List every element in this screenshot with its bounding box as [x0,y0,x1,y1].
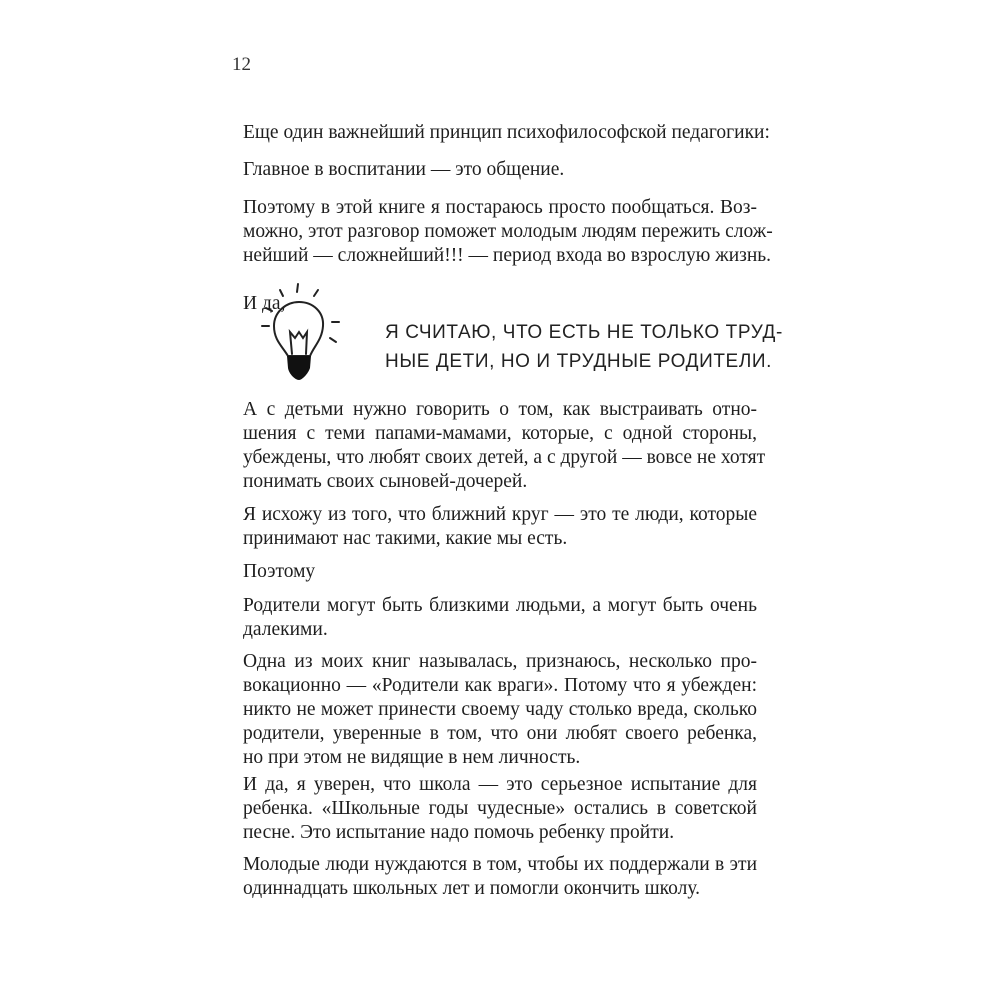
paragraph [243,158,757,182]
callout-line: НЫЕ ДЕТИ, НО И ТРУДНЫЕ РОДИТЕЛИ. [385,351,773,372]
paragraph [243,398,766,494]
callout-line: Я СЧИТАЮ, ЧТО ЕСТЬ НЕ ТОЛЬКО ТРУД- [385,322,783,343]
paragraph [243,560,757,584]
text-line: ребенка. «Школьные годы чудесные» остались в советской [243,798,757,819]
text-line: родители, уверенные в том, что они любят своего ребенка, [243,723,757,744]
text-line: шения с теми папами-мамами, которые, с одной стороны, [243,423,757,444]
text-line: далекими. [243,619,328,640]
lightbulb-icon [252,268,348,388]
text-line: И да, [243,293,286,314]
paragraph [243,773,757,845]
text-line: Поэтому [243,561,316,582]
text-line: понимать своих сыновей-дочерей. [243,471,528,492]
text-line: одиннадцать школьных лет и помогли окончить школу. [243,878,701,899]
text-line: Поэтому в этой книге я постараюсь просто пообщаться. Воз- [243,197,757,218]
paragraph [243,594,757,642]
text-line: песне. Это испытание надо помочь ребенку пройти. [243,822,675,843]
text-line: никто не может принести своему чаду столько вреда, сколько [243,699,757,720]
paragraph [243,121,770,145]
text-line: нейший — сложнейший!!! — период входа во взрослую жизнь. [243,245,772,266]
text-line: но при этом не видящие в нем личность. [243,747,581,768]
callout-quote [385,318,783,376]
text-line: принимают нас такими, какие мы есть. [243,528,568,549]
text-line: убеждены, что любят своих детей, а с другой — вовсе не хотят [243,447,766,468]
text-line: А с детьми нужно говорить о том, как выстраивать отно- [243,399,757,420]
text-line: Молодые люди нуждаются в том, чтобы их поддержали в эти [243,854,757,875]
paragraph [243,196,773,268]
text-line: Главное в воспитании — это общение. [243,159,565,180]
text-line: Одна из моих книг называлась, признаюсь, несколько про- [243,651,757,672]
page-number: 12 [232,54,251,75]
text-line: Родители могут быть близкими людьми, а могут быть очень [243,595,757,616]
text-line: И да, я уверен, что школа — это серьезное испытание для [243,774,757,795]
text-line: можно, этот разговор поможет молодым людям пережить слож- [243,221,773,242]
text-line: Я исхожу из того, что ближний круг — это те люди, которые [243,504,757,525]
paragraph [243,853,757,901]
paragraph [243,503,757,551]
paragraph [243,650,757,770]
text-line: вокационно — «Родители как враги». Потому что я убежден: [243,675,757,696]
text-line: Еще один важнейший принцип психофилософской педагогики: [243,122,770,143]
